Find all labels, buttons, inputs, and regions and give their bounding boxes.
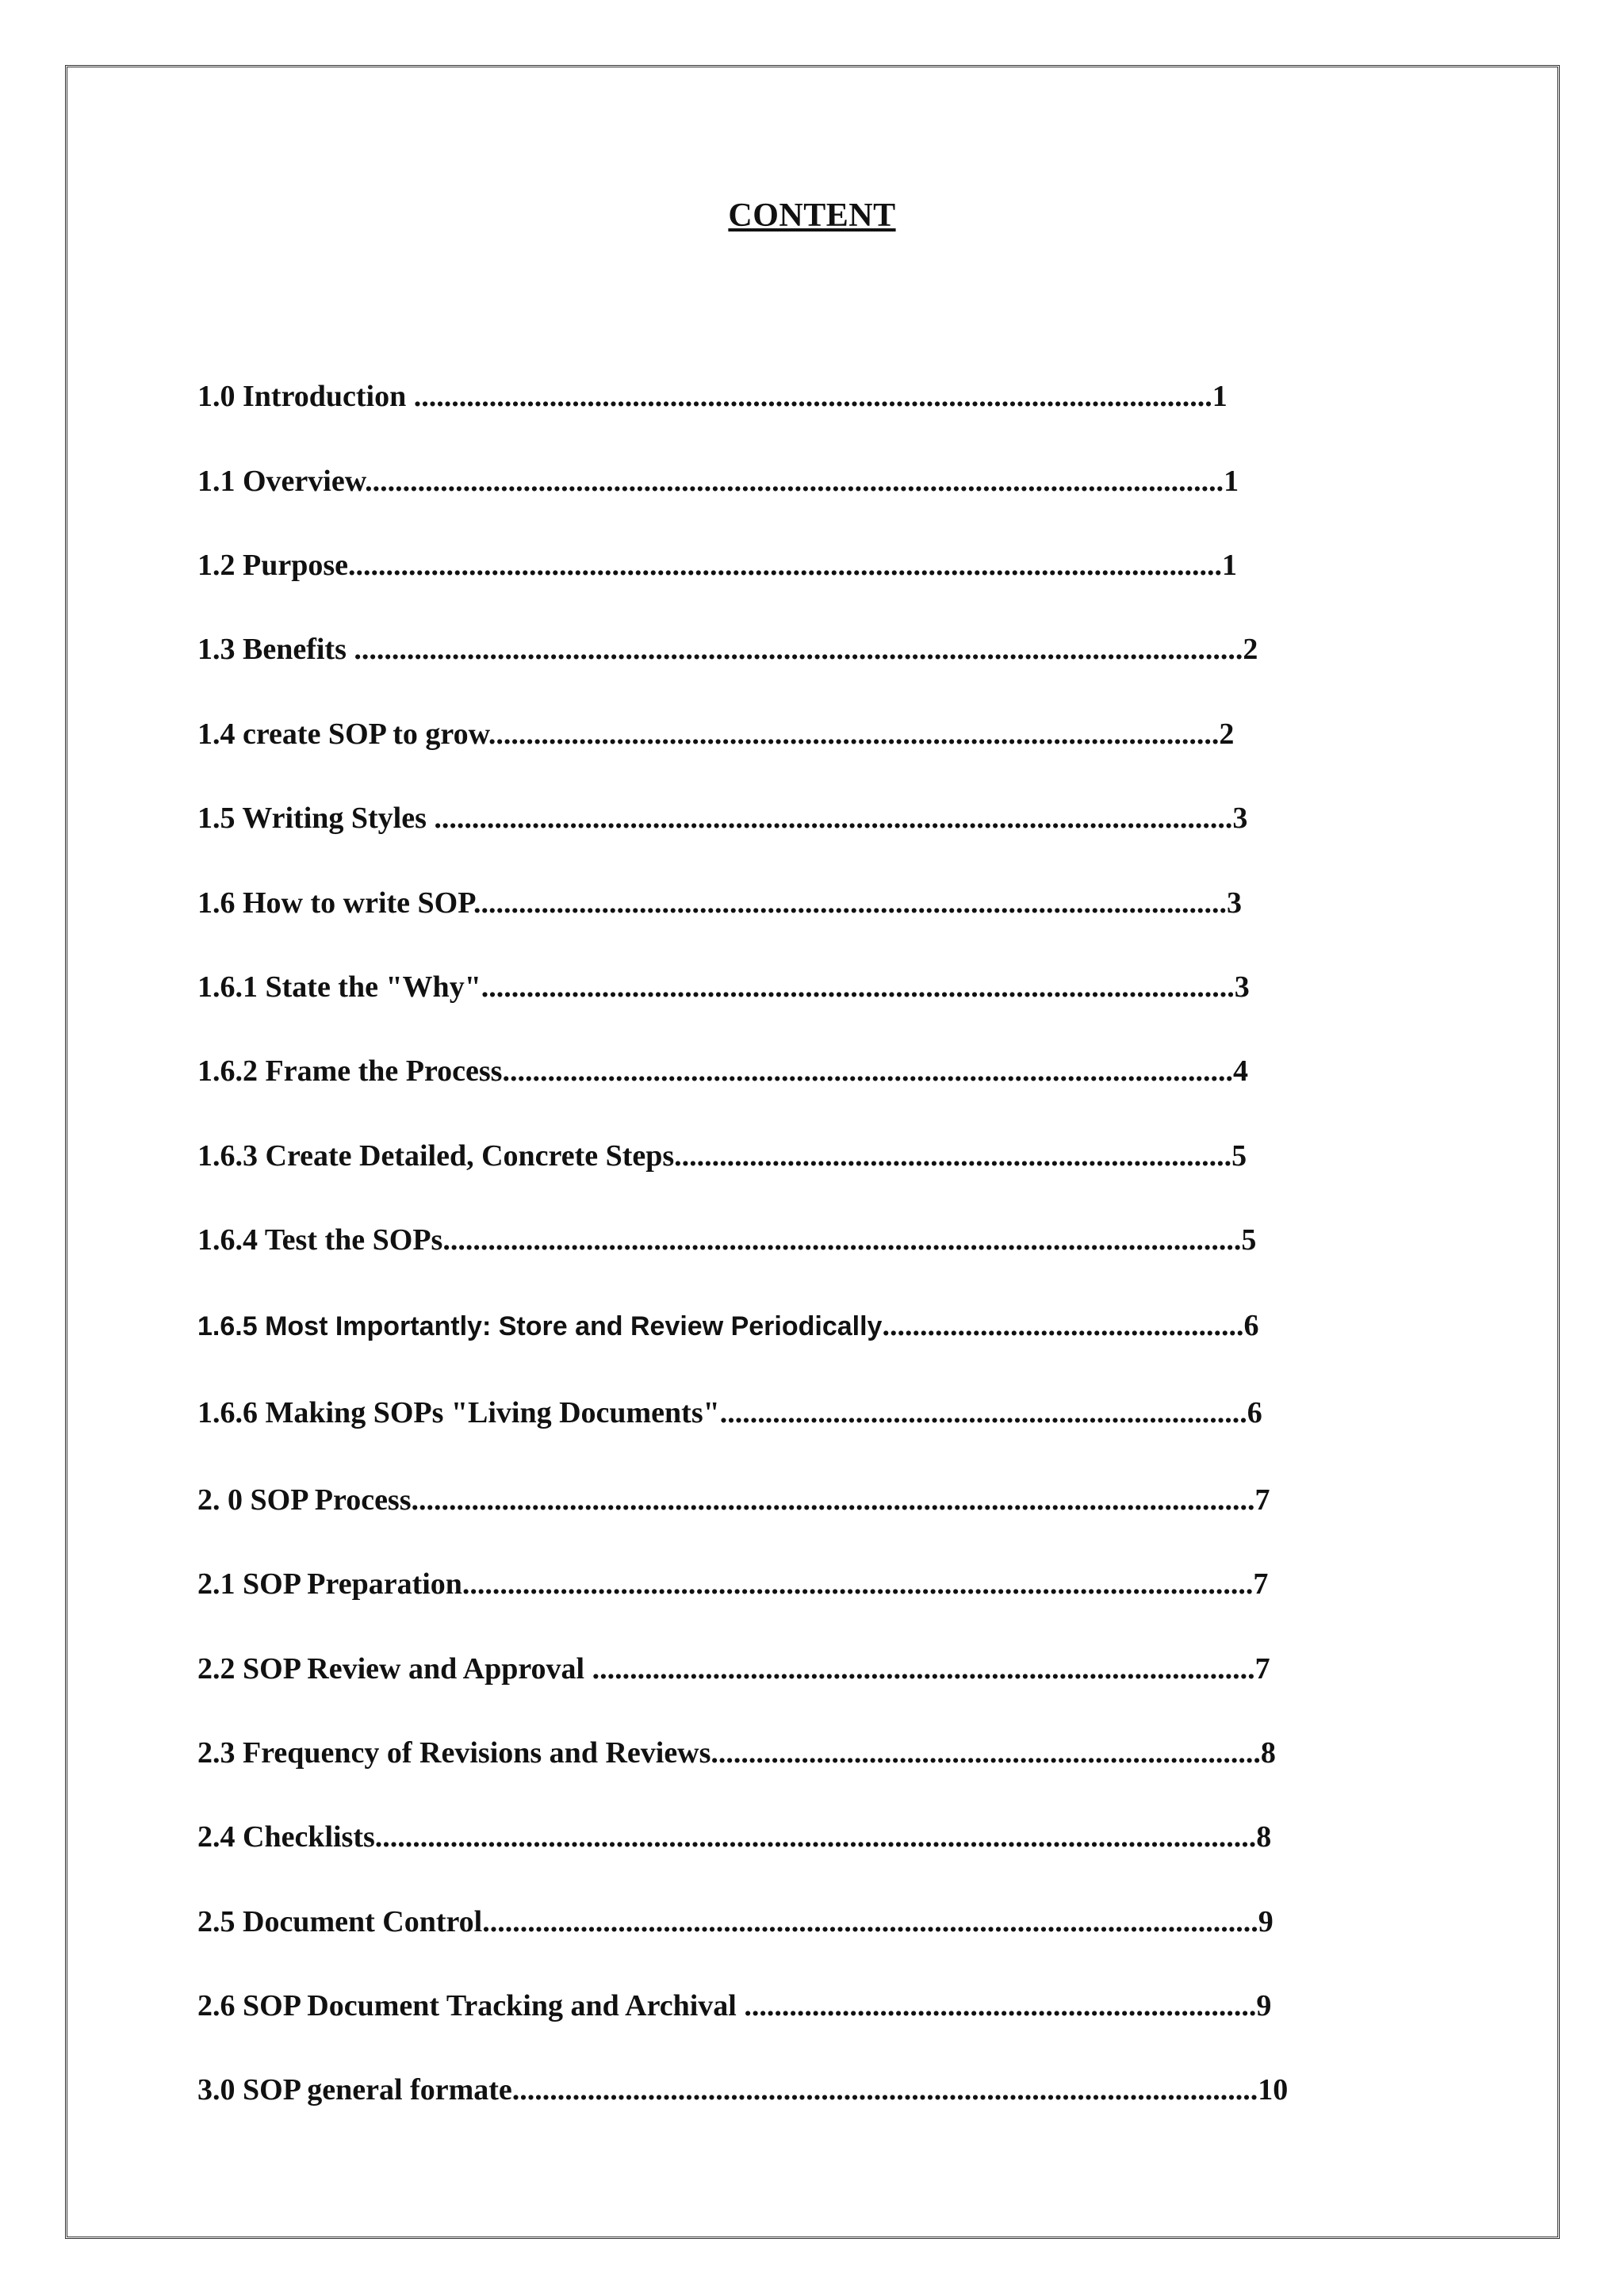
- toc-page-number: 6: [1247, 1396, 1262, 1429]
- toc-label: 3.0 SOP general formate: [197, 2073, 512, 2107]
- toc-page-number: 5: [1241, 1223, 1257, 1257]
- toc-leader-dots: ..........................................................................................................: [434, 802, 1233, 835]
- toc-label: 2.5 Document Control: [197, 1905, 483, 1938]
- toc-leader-dots: ..................................................................................................................: [365, 465, 1224, 498]
- toc-entry-1-1[interactable]: [197, 466, 1239, 496]
- page-title: CONTENT: [728, 197, 896, 234]
- toc-page-number: 8: [1256, 1820, 1272, 1854]
- toc-entry-2-6[interactable]: [197, 1991, 1271, 2021]
- toc-label: 1.6.2 Frame the Process: [197, 1054, 503, 1088]
- toc-label: 1.0 Introduction: [197, 380, 414, 413]
- toc-page-number: 9: [1258, 1905, 1274, 1938]
- toc-page-number: 7: [1253, 1567, 1269, 1601]
- toc-leader-dots: ......................................................................: [719, 1396, 1247, 1429]
- toc-leader-dots: .....................................................................................................................: [374, 1820, 1257, 1854]
- toc-label: 1.6 How to write SOP: [197, 886, 473, 920]
- toc-page-number: 5: [1231, 1139, 1247, 1173]
- toc-page-number: 1: [1222, 549, 1237, 582]
- toc-entry-1-6-5[interactable]: [197, 1311, 1258, 1341]
- toc-leader-dots: ..........................................................................................................: [442, 1223, 1242, 1257]
- toc-entry-1-5[interactable]: [197, 803, 1247, 833]
- toc-leader-dots: ....................................................................................................: [473, 886, 1227, 920]
- toc-leader-dots: ..........................................................................: [674, 1139, 1232, 1173]
- toc-leader-dots: ................................................................................................................: [411, 1483, 1255, 1517]
- toc-entry-1-6-3[interactable]: [197, 1141, 1247, 1171]
- toc-page-number: 4: [1232, 1054, 1248, 1088]
- toc-label: 1.6.1 State the "Why": [197, 970, 481, 1004]
- toc-entry-1-4[interactable]: [197, 719, 1234, 749]
- toc-page-number: 1: [1212, 380, 1228, 413]
- toc-entry-2-3[interactable]: [197, 1738, 1276, 1768]
- toc-page-number: 3: [1232, 802, 1248, 835]
- toc-entry-1-3[interactable]: [197, 634, 1258, 664]
- toc-leader-dots: .................................................................................................: [488, 718, 1220, 751]
- toc-entry-2-4[interactable]: [197, 1822, 1271, 1852]
- toc-label: 2.6 SOP Document Tracking and Archival: [197, 1989, 745, 2022]
- toc-page-number: 2: [1243, 633, 1258, 666]
- toc-entry-1-6-6[interactable]: [197, 1398, 1262, 1428]
- toc-label: 1.3 Benefits: [197, 633, 354, 666]
- toc-entry-2-1[interactable]: [197, 1569, 1268, 1599]
- toc-entry-1-6-4[interactable]: [197, 1225, 1256, 1255]
- toc-page-number: 8: [1260, 1736, 1276, 1770]
- toc-leader-dots: .........................................................................: [710, 1736, 1261, 1770]
- toc-leader-dots: ........................................................................................: [592, 1652, 1255, 1686]
- toc-leader-dots: ....................................................................................................: [481, 970, 1235, 1004]
- toc-label: 1.6.4 Test the SOPs: [197, 1223, 443, 1257]
- toc-label: 2.1 SOP Preparation: [197, 1567, 462, 1601]
- toc-leader-dots: ....................................................................: [744, 1989, 1257, 2022]
- toc-leader-dots: .......................................................................................................: [482, 1905, 1258, 1938]
- toc-leader-dots: .................................................................................................: [502, 1054, 1233, 1088]
- toc-entry-1-6-1[interactable]: [197, 972, 1250, 1002]
- toc-entry-2-2[interactable]: [197, 1654, 1270, 1684]
- toc-page-number: 7: [1254, 1652, 1270, 1686]
- toc-leader-dots: ....................................................................................................................: [348, 549, 1222, 582]
- toc-label: 1.2 Purpose: [197, 549, 348, 582]
- toc-label: 2.2 SOP Review and Approval: [197, 1652, 592, 1686]
- toc-label: 1.4 create SOP to grow: [197, 718, 488, 751]
- toc-leader-dots: ......................................................................................................................: [354, 633, 1243, 666]
- toc-label: 1.6.3 Create Detailed, Concrete Steps: [197, 1139, 675, 1173]
- toc-label: 1.6.6 Making SOPs "Living Documents": [197, 1396, 720, 1429]
- toc-label: 1.6.5 Most Importantly: Store and Review Periodically: [197, 1311, 883, 1341]
- toc-page-number: 10: [1258, 2073, 1289, 2107]
- toc-leader-dots: ................................................: [882, 1309, 1244, 1342]
- toc-entry-3-0[interactable]: [197, 2075, 1288, 2105]
- toc-page-number: 3: [1234, 970, 1250, 1004]
- toc-leader-dots: .........................................................................................................: [462, 1567, 1254, 1601]
- toc-label: 2.3 Frequency of Revisions and Reviews: [197, 1736, 711, 1770]
- toc-page-number: 1: [1224, 465, 1239, 498]
- toc-page-number: 2: [1219, 718, 1235, 751]
- toc-page-number: 9: [1256, 1989, 1272, 2022]
- toc-entry-1-0[interactable]: [197, 381, 1228, 411]
- toc-entry-1-6[interactable]: [197, 888, 1242, 918]
- toc-leader-dots: ..........................................................................................................: [413, 380, 1212, 413]
- toc-page-number: 3: [1226, 886, 1242, 920]
- toc-entry-2-0[interactable]: [197, 1485, 1270, 1515]
- toc-page-number: 6: [1243, 1309, 1259, 1342]
- toc-leader-dots: ...................................................................................................: [511, 2073, 1258, 2107]
- toc-label: 1.1 Overview: [197, 465, 366, 498]
- toc-label: 2.4 Checklists: [197, 1820, 375, 1854]
- toc-label: 2. 0 SOP Process: [197, 1483, 412, 1517]
- toc-entry-1-6-2[interactable]: [197, 1056, 1248, 1086]
- toc-entry-1-2[interactable]: [197, 550, 1237, 580]
- toc-entry-2-5[interactable]: [197, 1907, 1274, 1937]
- toc-page-number: 7: [1254, 1483, 1270, 1517]
- toc-label: 1.5 Writing Styles: [197, 802, 435, 835]
